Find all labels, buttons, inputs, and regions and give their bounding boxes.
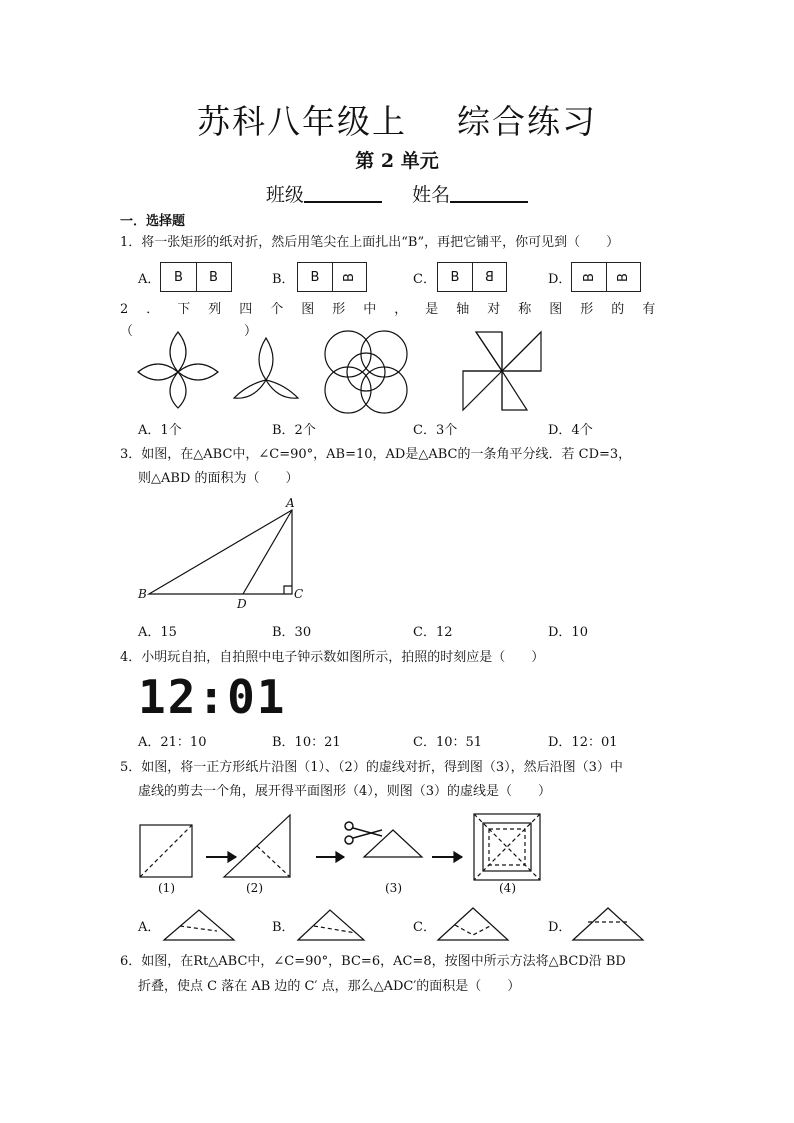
q5-fig-label-4: (4) xyxy=(499,881,516,895)
q2-option-b: B．2个 xyxy=(272,423,316,438)
digital-clock: 12:01 xyxy=(138,670,287,724)
q5-option-d-label: D． xyxy=(548,920,572,935)
q4-option-b: B．10：21 xyxy=(272,735,341,750)
question-4-text: 4．小明玩自拍，自拍照中电子钟示数如图所示，拍照的时刻应是（ ） xyxy=(120,650,545,665)
q3-triangle-figure xyxy=(149,510,292,594)
q3-label-b: B xyxy=(138,587,147,601)
q5-fig-label-3: (3) xyxy=(385,881,402,895)
title-left: 苏科八年级上 xyxy=(197,102,407,141)
q5-option-b-label: B． xyxy=(272,920,295,935)
q3-option-c: C．12 xyxy=(413,625,453,640)
q2-option-a: A．1个 xyxy=(138,423,182,438)
q2-option-d: D．4个 xyxy=(548,423,593,438)
q1-option-b-label: B． xyxy=(272,272,295,287)
q1-option-a-figure: B B xyxy=(160,262,232,292)
question-1-text: 1．将一张矩形的纸对折，然后用笔尖在上面扎出“B”，再把它铺平，你可见到（ ） xyxy=(120,235,620,250)
question-6-line1: 6．如图，在Rt△ABC中，∠C=90°，BC=6，AC=8，按图中所示方法将△BCD沿 BD xyxy=(120,954,626,969)
question-5-line2: 虚线的剪去一个角，展开得平面图形（4），则图（3）的虚线是（ ） xyxy=(138,784,552,799)
q5-option-a-label: A． xyxy=(138,920,161,935)
q1-option-c-figure: B B xyxy=(437,262,507,292)
q1-option-d-figure: B B xyxy=(571,262,641,292)
q3-label-d: D xyxy=(237,597,247,611)
q4-option-a: A．21：10 xyxy=(138,735,207,750)
q3-option-d: D．10 xyxy=(548,625,588,640)
four-petal-figure xyxy=(138,332,218,408)
question-6-line2: 折叠，使点 C 落在 AB 边的 C′ 点，那么△ADC′的面积是（ ） xyxy=(138,979,521,994)
scissors-icon xyxy=(345,822,382,844)
q1-option-b-figure: B B xyxy=(297,262,367,292)
q3-label-a: A xyxy=(286,496,295,510)
four-circles-figure xyxy=(325,331,407,413)
unit-subtitle: 第 2 单元 xyxy=(355,150,439,172)
title-right: 综合练习 xyxy=(457,102,597,141)
q5-option-c-label: C． xyxy=(413,920,436,935)
q3-option-b: B．30 xyxy=(272,625,312,640)
question-3-line1: 3．如图，在△ABC中，∠C=90°，AB=10，AD是△ABC的一条角平分线．若 CD=3， xyxy=(120,447,632,462)
pinwheel-figure xyxy=(463,332,541,410)
q5-fold-figures xyxy=(140,814,540,880)
q2-option-c: C．3个 xyxy=(413,423,458,438)
q1-option-d-label: D． xyxy=(548,272,572,287)
question-5-line1: 5．如图，将一正方形纸片沿图（1）、（2）的虚线对折，得到图（3），然后沿图（3）中 xyxy=(120,760,623,775)
q3-option-a: A．15 xyxy=(138,625,177,640)
class-label: 班级 xyxy=(265,184,304,206)
q1-option-c-label: C． xyxy=(413,272,436,287)
question-2-text: 2．下列四个图形中，是轴对称图形的有（ ） xyxy=(120,302,674,339)
question-3-line2: 则△ABD 的面积为（ ） xyxy=(138,471,299,486)
q3-label-c: C xyxy=(294,587,304,601)
q4-option-d: D．12：01 xyxy=(548,735,618,750)
three-petal-figure xyxy=(234,338,298,398)
q5-fig-label-1: (1) xyxy=(158,881,175,895)
section-heading: 一．选择题 xyxy=(120,214,186,229)
q4-option-c: C．10：51 xyxy=(413,735,483,750)
q5-fig-label-2: (2) xyxy=(246,881,263,895)
q1-option-a-label: A． xyxy=(138,272,161,287)
name-label: 姓名 xyxy=(412,184,451,206)
